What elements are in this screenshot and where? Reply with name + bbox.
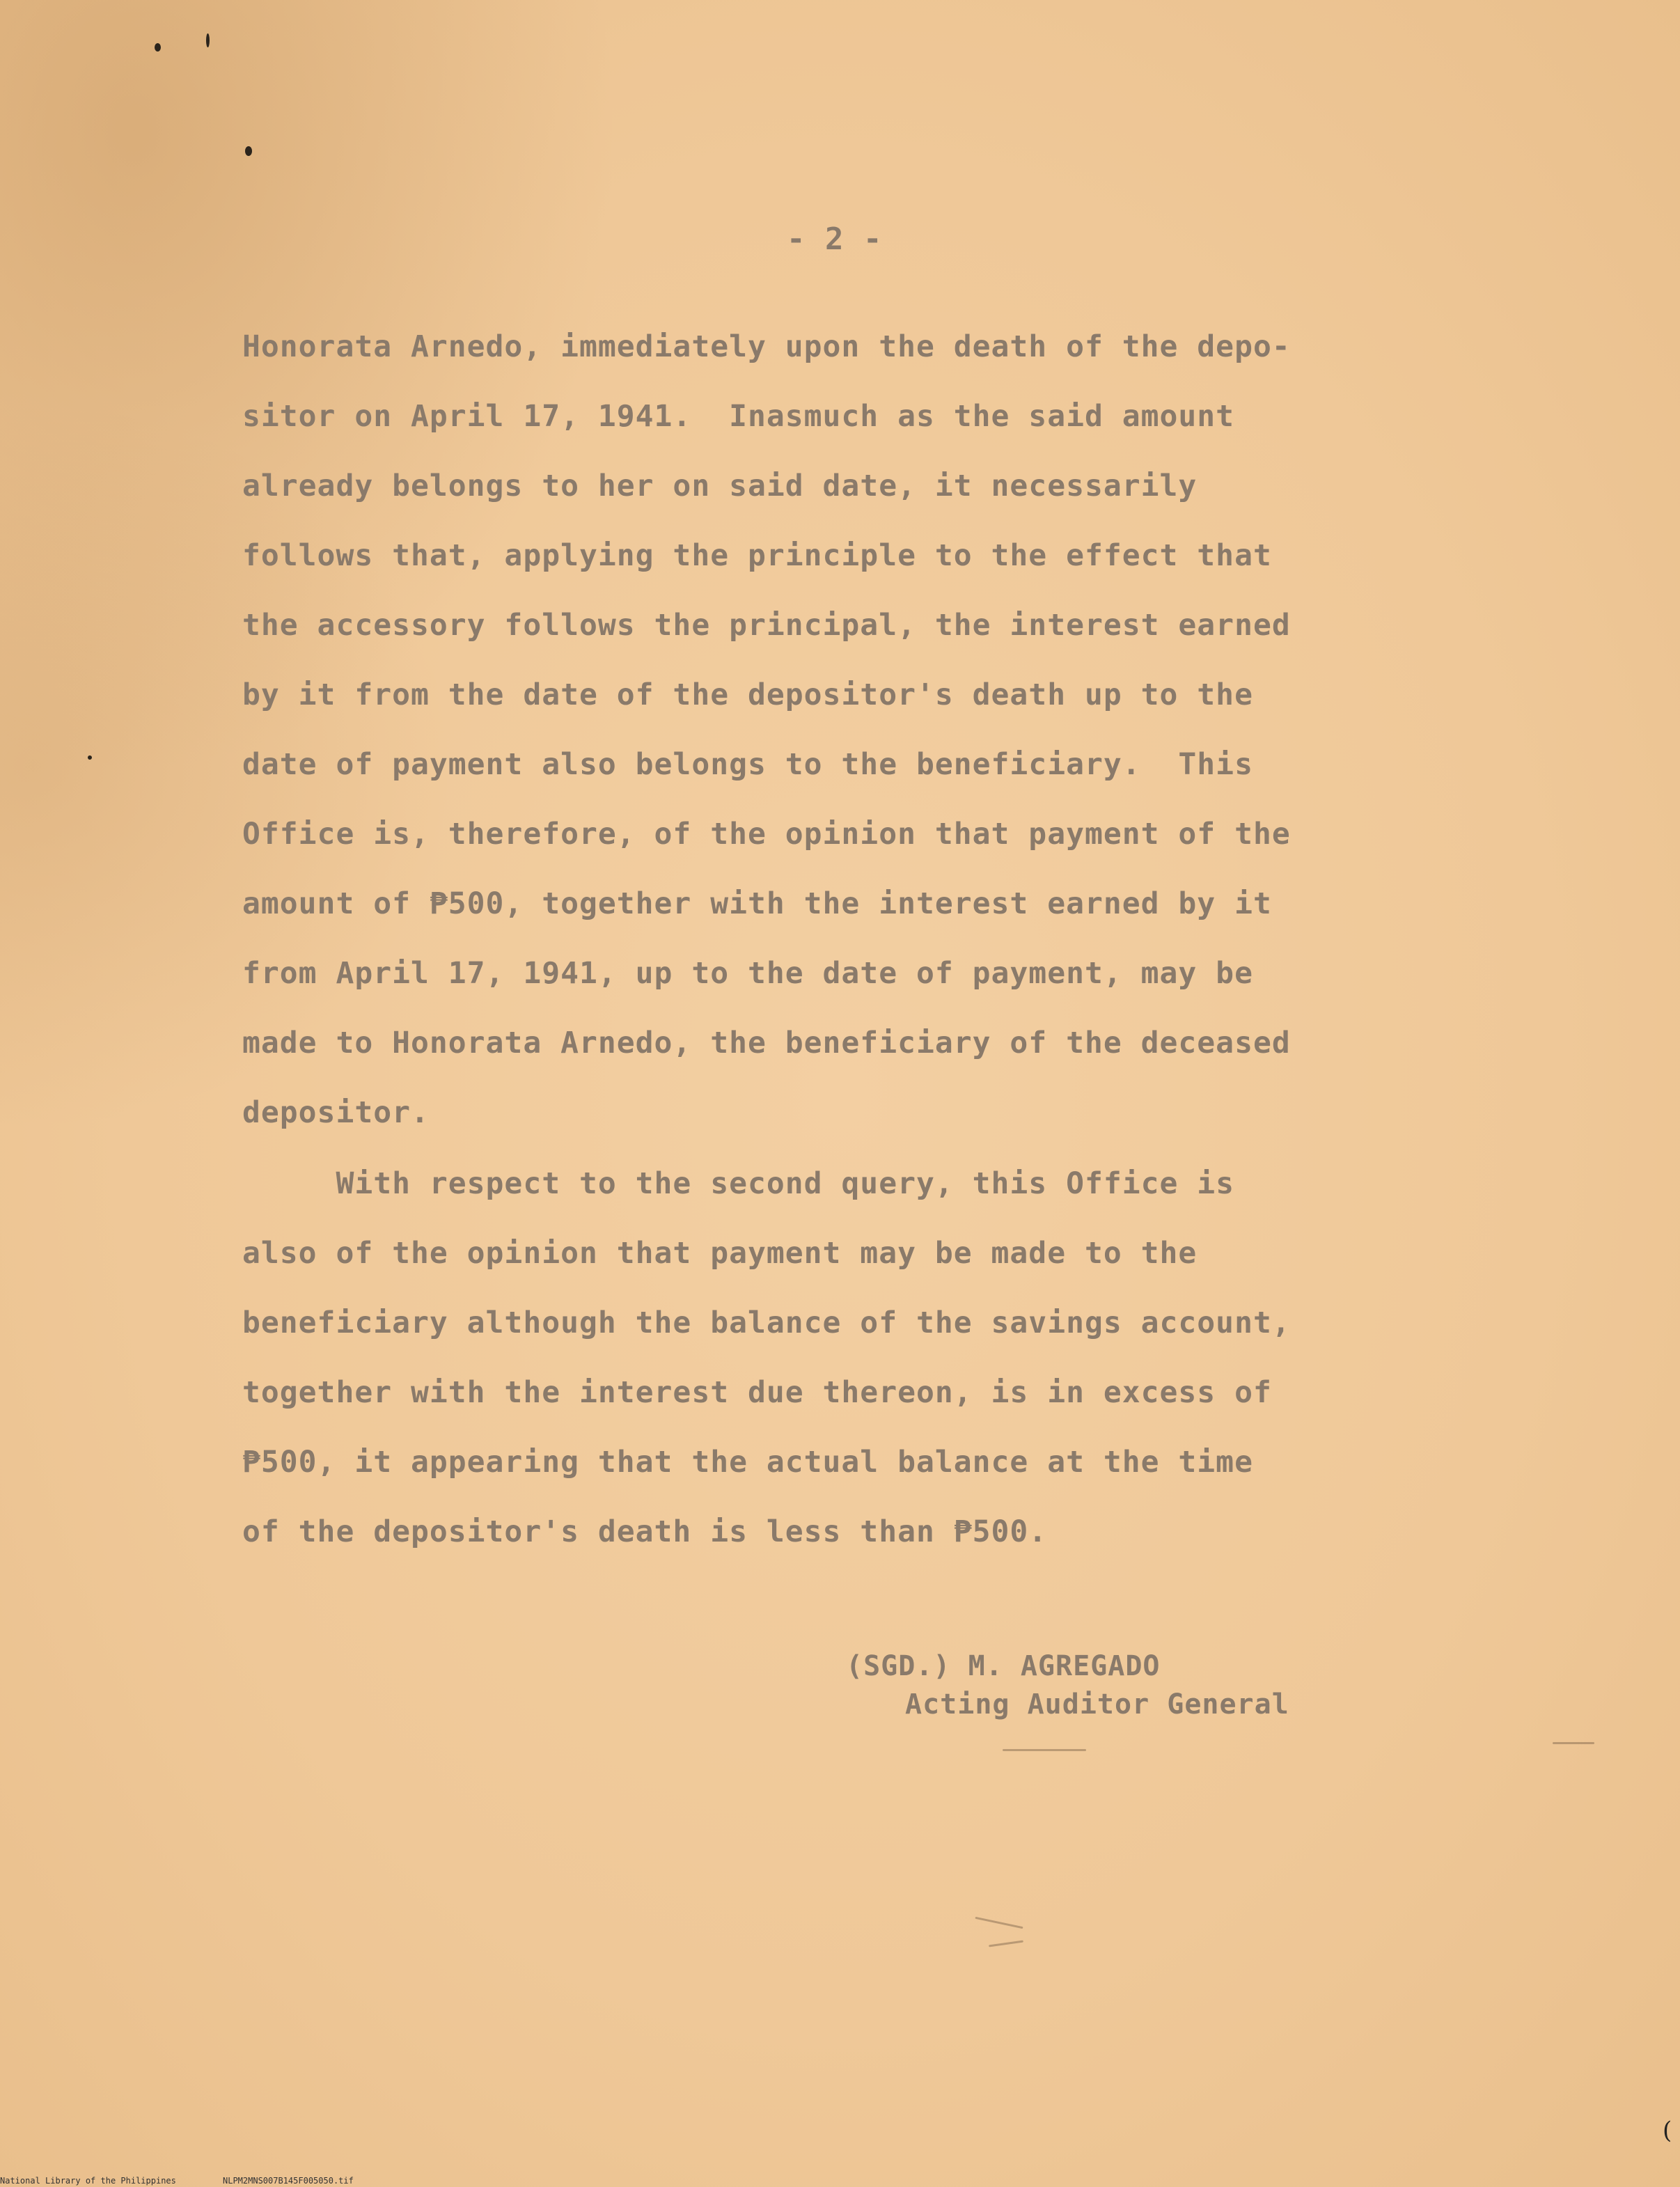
text-line: Office is, therefore, of the opinion that payment of the (242, 817, 1291, 852)
text-line: depositor. (242, 1095, 430, 1130)
signature-title: Acting Auditor General (905, 1688, 1289, 1720)
text-line: already belongs to her on said date, it necessarily (242, 469, 1198, 503)
text-line: from April 17, 1941, up to the date of payment, may be (242, 956, 1253, 991)
text-line: beneficiary although the balance of the savings account, (242, 1306, 1291, 1340)
text-line: also of the opinion that payment may be made to the (242, 1236, 1198, 1271)
footer-library: National Library of the Philippines (0, 2176, 176, 2186)
text-line: the accessory follows the principal, the interest earned (242, 608, 1291, 643)
text-line: follows that, applying the principle to the effect that (242, 538, 1272, 573)
pencil-mark (975, 1917, 1023, 1929)
ink-speck (155, 43, 161, 52)
pencil-mark (1553, 1742, 1594, 1744)
ink-speck (206, 33, 210, 47)
text-line: of the depositor's death is less than ₱500. (242, 1514, 1048, 1549)
pencil-mark (989, 1941, 1023, 1947)
text-line: date of payment also belongs to the beneficiary. This (242, 747, 1253, 782)
text-line: With respect to the second query, this Office is (242, 1166, 1235, 1201)
paragraph-2 (242, 1149, 1426, 1567)
text-line: sitor on April 17, 1941. Inasmuch as the said amount (242, 399, 1235, 434)
pencil-mark (1003, 1749, 1086, 1751)
text-line: Honorata Arnedo, immediately upon the death of the depo- (242, 329, 1291, 364)
text-line: amount of ₱500, together with the interest earned by it (242, 886, 1272, 921)
text-line: ₱500, it appearing that the actual balance at the time (242, 1445, 1253, 1480)
paragraph-1 (242, 312, 1426, 1147)
edge-bracket-mark: ( (1663, 2117, 1672, 2145)
ink-speck (88, 755, 92, 760)
text-line: together with the interest due thereon, is in excess of (242, 1375, 1272, 1410)
text-line: made to Honorata Arnedo, the beneficiary of the deceased (242, 1026, 1291, 1060)
footer-filename: NLPM2MNS007B145F005050.tif (223, 2176, 354, 2186)
page-number: - 2 - (787, 221, 883, 257)
ink-speck (245, 146, 252, 156)
signature-name: (SGD.) M. AGREGADO (846, 1650, 1161, 1682)
text-line: by it from the date of the depositor's death up to the (242, 677, 1253, 712)
